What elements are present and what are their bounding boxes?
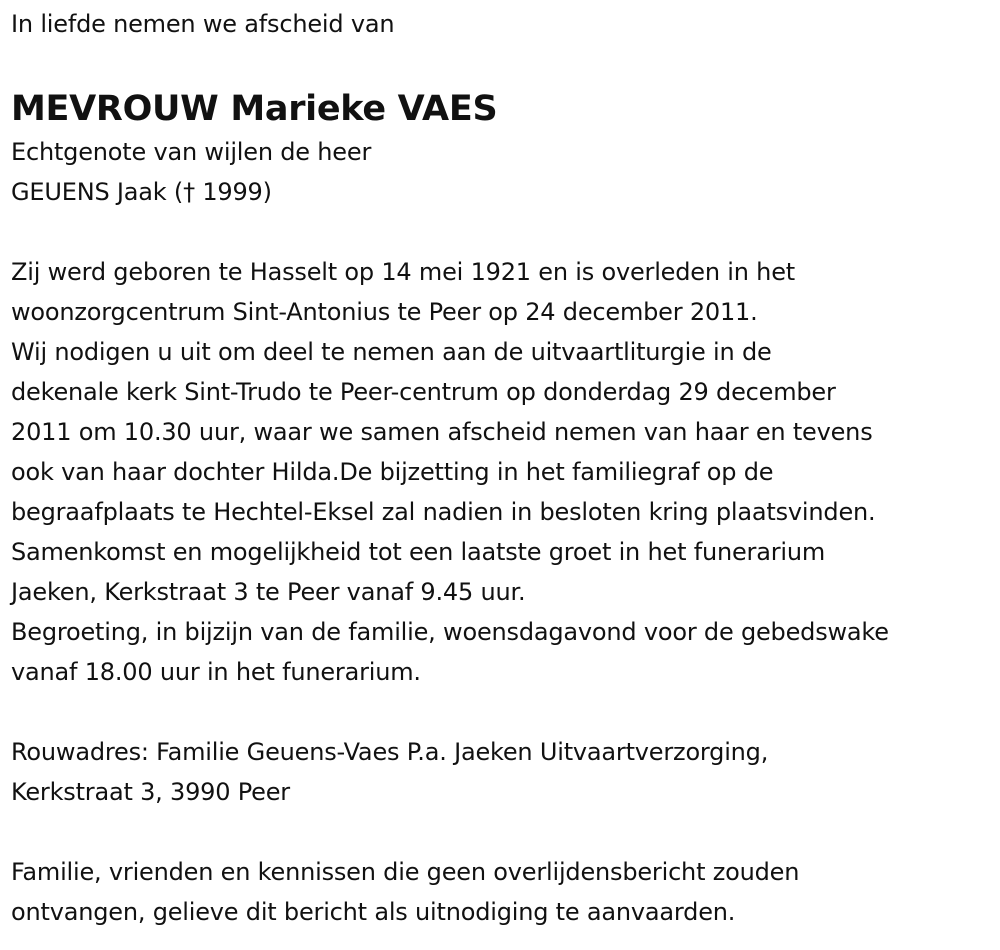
mourning-address	[11, 732, 1000, 812]
closing-line: ontvangen, gelieve dit bericht als uitnodiging te aanvaarden.	[11, 898, 736, 926]
spacer	[11, 692, 1000, 732]
body-line: Jaeken, Kerkstraat 3 te Peer vanaf 9.45 uur.	[11, 578, 526, 606]
spacer	[11, 812, 1000, 852]
body-line: Zij werd geboren te Hasselt op 14 mei 1921 en is overleden in het	[11, 258, 795, 286]
body-line: dekenale kerk Sint-Trudo te Peer-centrum op donderdag 29 december	[11, 378, 836, 406]
body-line: woonzorgcentrum Sint-Antonius te Peer op 24 december 2011.	[11, 298, 758, 326]
closing-line: Familie, vrienden en kennissen die geen overlijdensbericht zouden	[11, 858, 800, 886]
body-line: Samenkomst en mogelijkheid tot een laatste groet in het funerarium	[11, 538, 826, 566]
intro-text: In liefde nemen we afscheid van	[11, 10, 395, 38]
notice-body	[11, 252, 1000, 692]
spouse-death-year: 1999)	[194, 178, 272, 206]
body-line: Begroeting, in bijzijn van de familie, woensdagavond voor de gebedswake	[11, 618, 889, 646]
body-line: Wij nodigen u uit om deel te nemen aan de uitvaartliturgie in de	[11, 338, 772, 366]
spouse-name: GEUENS Jaak (	[11, 178, 184, 206]
spouse-line: Echtgenote van wijlen de heer	[11, 138, 372, 166]
body-line: begraafplaats te Hechtel-Eksel zal nadien in besloten kring plaatsvinden.	[11, 498, 876, 526]
body-line: ook van haar dochter Hilda.De bijzetting in het familiegraf op de	[11, 458, 774, 486]
cross-icon: †	[183, 178, 195, 206]
spacer	[11, 212, 1000, 252]
closing-text	[11, 852, 1000, 932]
body-line: vanaf 18.00 uur in het funerarium.	[11, 658, 421, 686]
address-line: Rouwadres: Familie Geuens-Vaes P.a. Jaeken Uitvaartverzorging,	[11, 738, 769, 766]
address-line: Kerkstraat 3, 3990 Peer	[11, 778, 290, 806]
body-line: 2011 om 10.30 uur, waar we samen afscheid nemen van haar en tevens	[11, 418, 873, 446]
spouse-name-line	[11, 172, 1000, 212]
deceased-name: MEVROUW Marieke VAES	[11, 89, 498, 129]
